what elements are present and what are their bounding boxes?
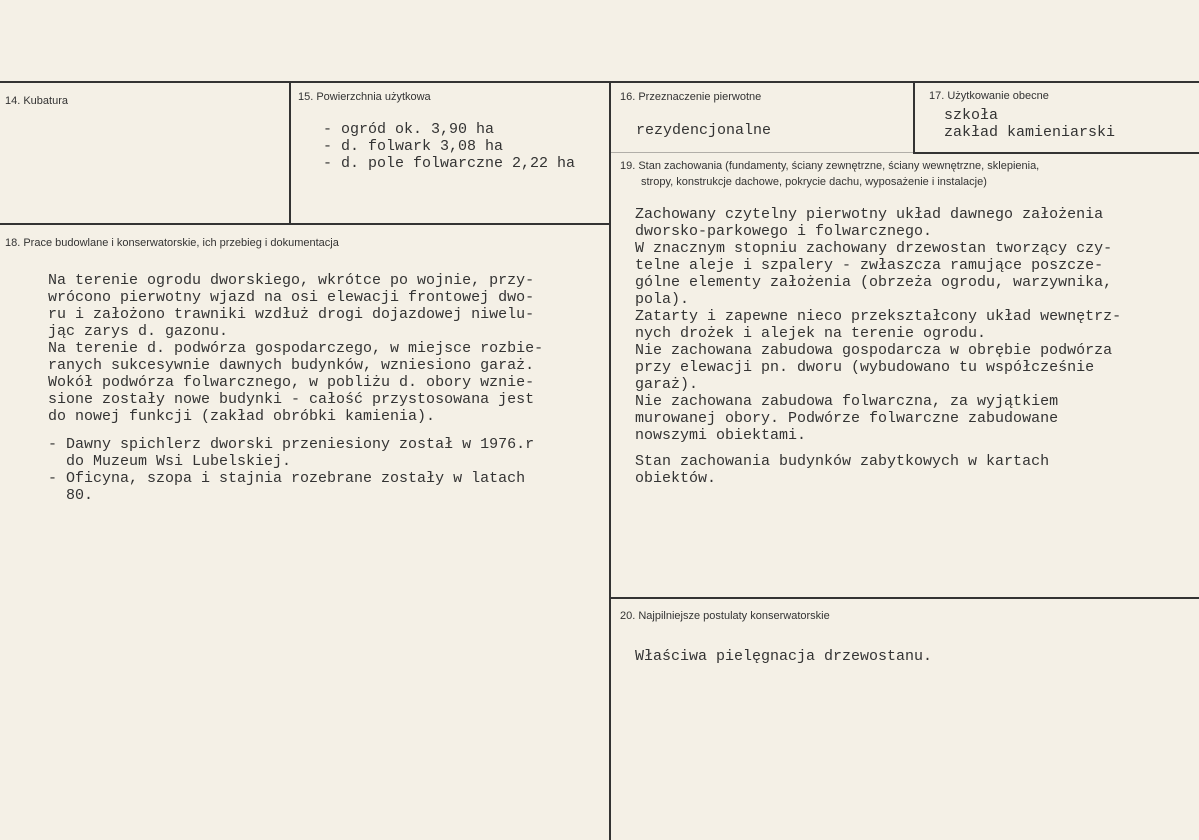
field-16-value: rezydencjonalne xyxy=(636,122,772,139)
field-18-list-item: - Oficyna, szopa i stajnia rozebrane zostały w latach 80. xyxy=(48,470,526,504)
divider-top xyxy=(0,81,1199,83)
field-18-line: jąc zarys d. gazonu. xyxy=(48,323,229,340)
field-17-line: szkoła xyxy=(944,107,999,124)
field-19-line: Zatarty i zapewne nieco przekształcony układ wewnętrz- xyxy=(635,308,1122,325)
field-19-line: nowszymi obiektami. xyxy=(635,427,807,444)
field-17-label: 17. Użytkowanie obecne xyxy=(929,90,1049,102)
field-18-list-item: - Dawny spichlerz dworski przeniesiony został w 1976.r do Muzeum Wsi Lubelskiej. xyxy=(48,436,535,470)
field-19-line: W znacznym stopniu zachowany drzewostan tworzący czy- xyxy=(635,240,1113,257)
field-18-line: do nowej funkcji (zakład obróbki kamienia). xyxy=(48,408,436,425)
field-20-value: Właściwa pielęgnacja drzewostanu. xyxy=(635,648,933,665)
field-18-line: ranych sukcesywnie dawnych budynków, wzniesiono garaż. xyxy=(48,357,535,374)
field-15-label: 15. Powierzchnia użytkowa xyxy=(298,91,431,103)
field-19-label: stropy, konstrukcje dachowe, pokrycie dachu, wyposażenie i instalacje) xyxy=(641,176,987,188)
field-15-line: - d. pole folwarczne 2,22 ha xyxy=(323,155,576,172)
field-19-line: Nie zachowana zabudowa gospodarcza w obrębie podwórza xyxy=(635,342,1113,359)
divider-row2-mid xyxy=(611,152,913,153)
field-19-line: pola). xyxy=(635,291,690,308)
divider-row2-right xyxy=(913,152,1199,154)
field-18-label: 18. Prace budowlane i konserwatorskie, ich przebieg i dokumentacja xyxy=(5,237,339,249)
field-19-footer-line: Stan zachowania budynków zabytkowych w kartach xyxy=(635,453,1050,470)
divider-row2-left xyxy=(0,223,611,225)
field-18-line: sione zostały nowe budynki - całość przystosowana jest xyxy=(48,391,535,408)
field-15-line: - d. folwark 3,08 ha xyxy=(323,138,504,155)
field-17-line: zakład kamieniarski xyxy=(944,124,1116,141)
field-18-line: Na terenie d. podwórza gospodarczego, w miejsce rozbie- xyxy=(48,340,544,357)
field-19-line: nych drożek i alejek na terenie ogrodu. xyxy=(635,325,987,342)
field-15-line: - ogród ok. 3,90 ha xyxy=(323,121,495,138)
field-19-line: telne aleje i szpalery - zwłaszcza ramujące poszcze- xyxy=(635,257,1104,274)
field-19-line: dworsko-parkowego i folwarcznego. xyxy=(635,223,933,240)
field-16-label: 16. Przeznaczenie pierwotne xyxy=(620,91,762,103)
field-18-line: Na terenie ogrodu dworskiego, wkrótce po wojnie, przy- xyxy=(48,272,535,289)
field-19-line: Zachowany czytelny pierwotny układ dawnego założenia xyxy=(635,206,1104,223)
field-19-footer-line: obiektów. xyxy=(635,470,717,487)
field-19-line: gólne elementy założenia (obrzeża ogrodu, warzywnika, xyxy=(635,274,1113,291)
divider-col3 xyxy=(913,81,915,153)
field-19-line: garaż). xyxy=(635,376,699,393)
field-19-line: przy elewacji pn. dworu (wybudowano tu współcześnie xyxy=(635,359,1095,376)
field-14-label: 14. Kubatura xyxy=(5,95,68,107)
field-19-label: 19. Stan zachowania (fundamenty, ściany zewnętrzne, ściany wewnętrzne, sklepienia, xyxy=(620,160,1040,172)
field-20-label: 20. Najpilniejsze postulaty konserwatorskie xyxy=(620,610,830,622)
field-19-line: Nie zachowana zabudowa folwarczna, za wyjątkiem xyxy=(635,393,1059,410)
divider-row3-right xyxy=(611,597,1199,599)
field-19-line: murowanej obory. Podwórze folwarczne zabudowane xyxy=(635,410,1059,427)
field-18-line: Wokół podwórza folwarcznego, w pobliżu d. obory wznie- xyxy=(48,374,535,391)
divider-col1 xyxy=(289,81,291,224)
field-18-line: ru i założono trawniki wzdłuż drogi dojazdowej niwelu- xyxy=(48,306,535,323)
divider-col2 xyxy=(609,81,611,840)
field-18-line: wrócono pierwotny wjazd na osi elewacji frontowej dwo- xyxy=(48,289,535,306)
